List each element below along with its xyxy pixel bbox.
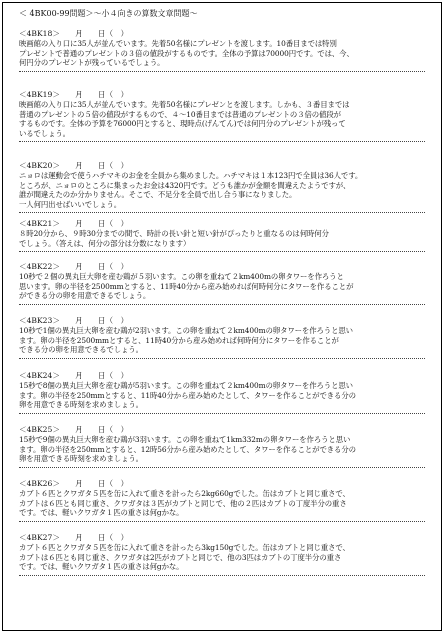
problem-text: ８時20分から、９時30分までの間で、時計の長い針と短い針がぴったりと重なるのは何時何分 でしょう。（答えは、何分の部分は分数になります） [19, 229, 329, 248]
divider [19, 413, 425, 414]
divider [19, 521, 425, 522]
problem-4bk26 [19, 479, 425, 522]
problem-4bk18 [19, 29, 425, 72]
problem-text: 15秒で8個の異丸巨大卵を産む鶏が5羽います。この卵を重ねて２km400mの卵タワーを作ろうと思い ます。卵の半径を250mmとすると、11時40分から産み始めたとして、タワーを作ることができる分の 卵を用意できる時刻を求めましょう。 [19, 381, 356, 410]
problem-text: 10秒で２個の異丸巨大卵を産む鶏が５羽います。この卵を重ねて２km400mの卵タワーを作ろうと 思います。卵の半径を2500mmとすると、11時40分から産み始めれば何時何分にタワーを作ることが ができる分の卵を用意できるでしょう。 [19, 272, 354, 301]
divider [19, 141, 425, 142]
problem-label: ＜4BK25＞ 月 日（ ） [19, 425, 129, 434]
problem-4bk20 [19, 161, 425, 213]
divider [19, 212, 425, 213]
problem-4bk19 [19, 90, 425, 142]
problem-label: ＜4BK20＞ 月 日（ ） [19, 161, 129, 170]
problem-text: カブト６匹とクワガタ５匹を缶に入れて重さを計ったら3kg150gでした。缶はカブトと同じ重さで、 カブトは６匹とも同じ重さ、クワガタは2匹がカブトと同じで、他の3匹はカブトの丁度半分の重さ です。では、軽いクワガタ１匹の重さは何gかな。 [19, 543, 350, 572]
divider [19, 251, 425, 252]
problem-label: ＜4BK21＞ 月 日（ ） [19, 219, 129, 228]
problem-label: ＜4BK19＞ 月 日（ ） [19, 90, 129, 99]
problem-4bk25 [19, 425, 425, 468]
problem-4bk24 [19, 371, 425, 414]
problem-label: ＜4BK27＞ 月 日（ ） [19, 533, 129, 542]
problem-label: ＜4BK23＞ 月 日（ ） [19, 316, 129, 325]
divider [19, 575, 425, 576]
page-header: ＜ 4BK00-99問題＞～小４向きの算数文章問題～ [19, 9, 198, 18]
problem-text: 15秒で9個の異丸巨大卵を産む鶏が3羽います。この卵を重ねて1km332mの卵タワーを作ろうと思い ます。卵の半径を250mmとすると、12時56分から産み始めたとして、タワーを作ることができる分の 卵を用意できる時刻を求めましょう。 [19, 435, 356, 464]
problem-4bk23 [19, 316, 425, 359]
worksheet-page [2, 2, 442, 631]
divider [19, 71, 425, 72]
problem-4bk21 [19, 219, 425, 252]
divider [19, 358, 425, 359]
problem-4bk27 [19, 533, 425, 576]
problem-text: 10秒で1個の異丸巨大卵を産む鶏が2羽います。この卵を重ねて２km400mの卵タワーを作ろうと思い ます。卵の半径を2500mmとすると、11時40分から産み始めれば何時何分にタワーを作ることが できる分の卵を用意できるでしょう。 [19, 326, 353, 355]
divider [19, 467, 425, 468]
problem-label: ＜4BK18＞ 月 日（ ） [19, 29, 129, 38]
problem-label: ＜4BK24＞ 月 日（ ） [19, 371, 129, 380]
problem-label: ＜4BK26＞ 月 日（ ） [19, 479, 129, 488]
problem-text: 映画館の入り口に35人が並んでいます。先着50名様にプレゼントを渡します。10番目までは特別 プレゼントで普通のプレゼントの３倍の値段がするものです。全体の予算は70000円です。では、今、 何円分のプレゼントが残っているでしょう。 [19, 39, 354, 68]
problem-label: ＜4BK22＞ 月 日（ ） [19, 262, 129, 271]
divider [19, 304, 425, 305]
problem-text: カブト６匹とクワガタ５匹を缶に入れて重さを計ったら2kg660gでした。缶はカブトと同じ重さで、 カブトは６匹とも同じ重さ、クワガタは３匹がカブトと同じで、他の２匹はカブトの丁度半分の重さ です。では、軽いクワガタ１匹の重さは何gかな。 [19, 489, 350, 518]
problem-4bk22 [19, 262, 425, 305]
problem-text: ニョロは運動会で使うハチマキのお金を全員から集めました。ハチマキは１本123円で全員は36人です。 ところが、ニョロのところに集まったお金は4320円です。どうも誰かが金額を間違えたようですが、 誰が間違えたのか分かりません。そこで、不足分を全員で出し合う事になりました。 一人何円出せばいいでしょう。 [19, 171, 363, 209]
problem-text: 映画館の入り口に35人が並んでいます。先着50名様にプレゼンとを渡します。しかも、３番目までは 普通のプレゼントの５倍の値段がするもので、４～10番目までは普通のプレゼントの３倍の値段が するものです。全体の予算を76000円とすると、現時点(げんてん)では何円分のプレゼントが残って いるでしょう。 [19, 100, 350, 138]
